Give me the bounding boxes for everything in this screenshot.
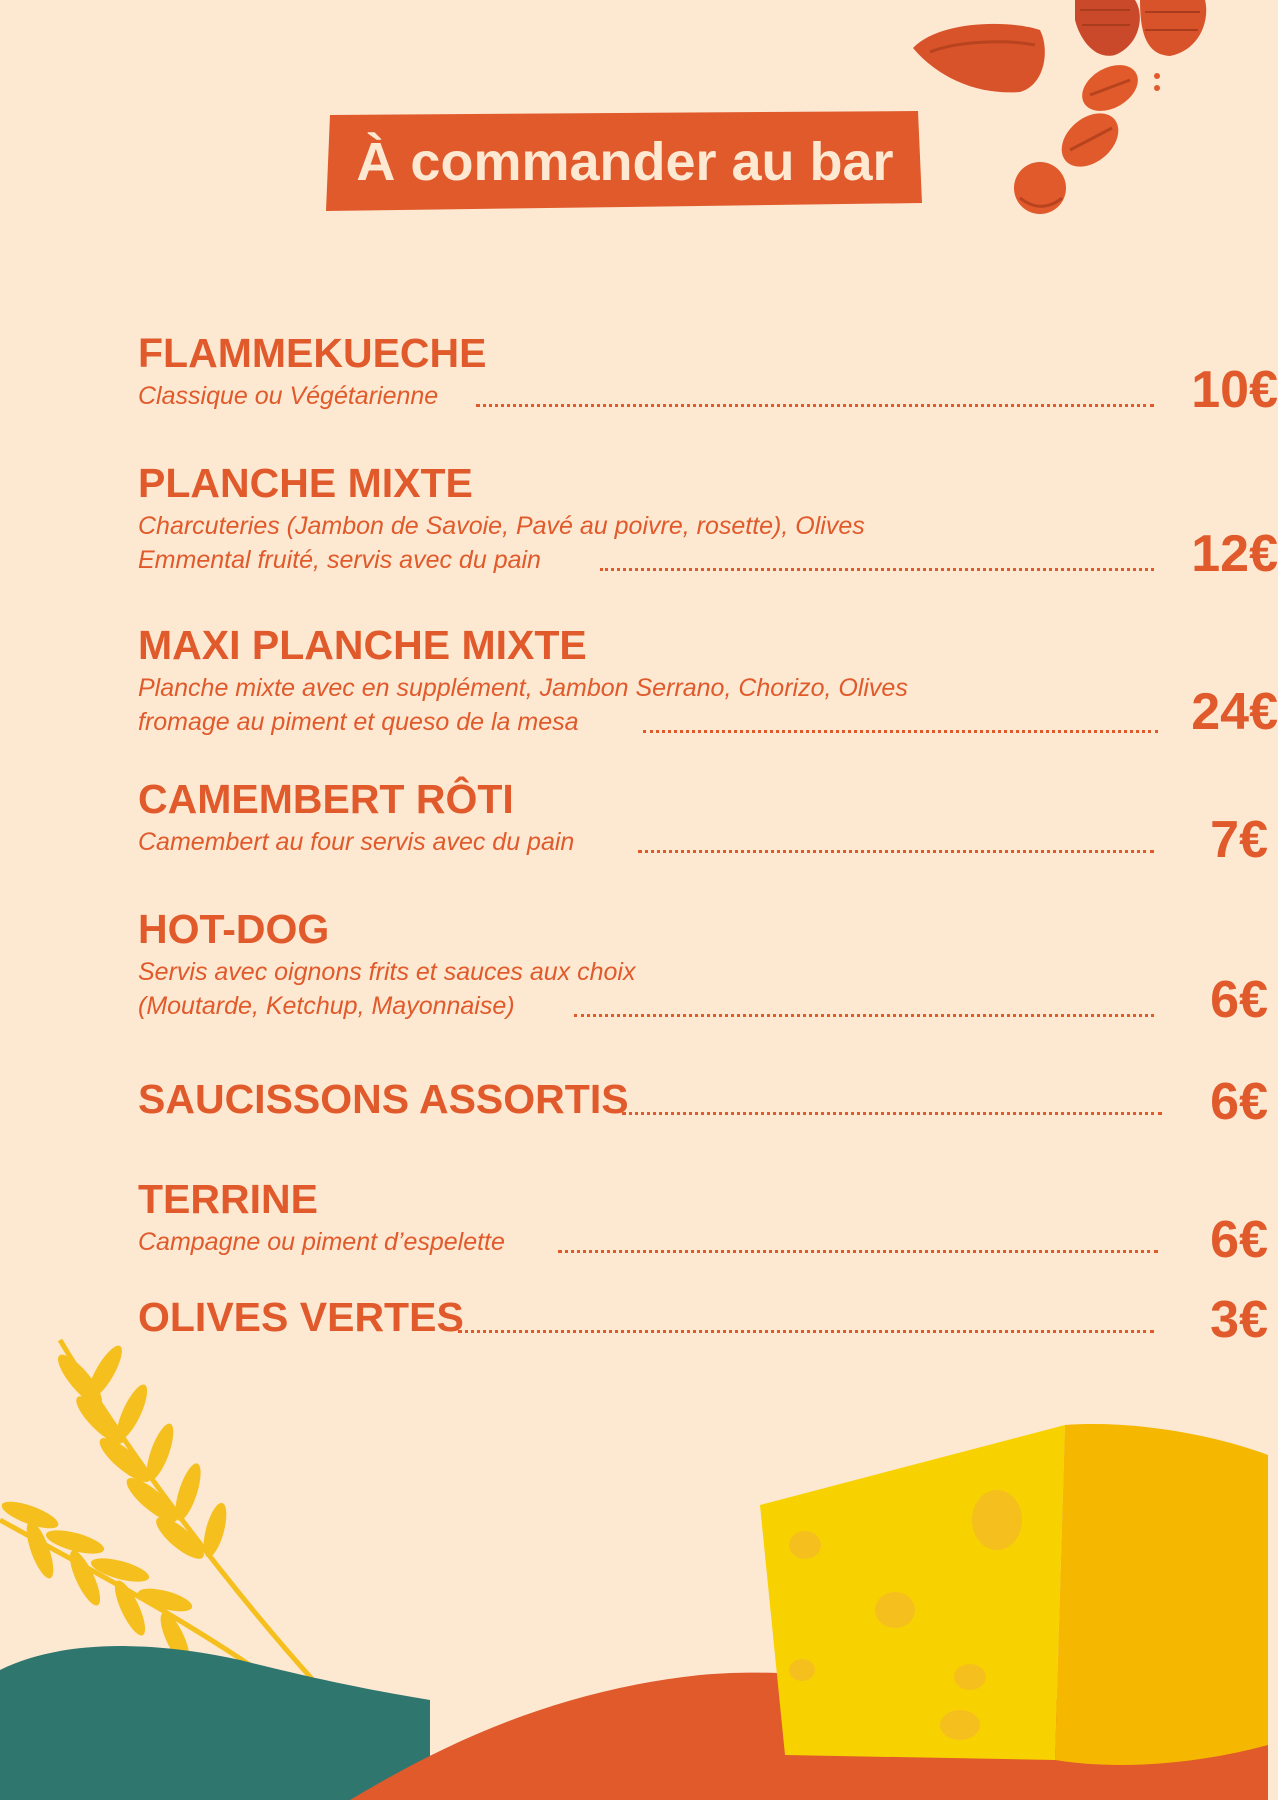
item-name: FLAMMEKUECHE xyxy=(138,330,487,376)
item-description: Charcuteries (Jambon de Savoie, Pavé au poivre, rosette), Olives xyxy=(138,512,865,540)
item-description: fromage au piment et queso de la mesa xyxy=(138,708,579,736)
item-price: 24€ xyxy=(1191,683,1278,741)
item-price: 7€ xyxy=(1210,811,1268,869)
item-name: MAXI PLANCHE MIXTE xyxy=(138,622,587,668)
item-description: Emmental fruité, servis avec du pain xyxy=(138,546,541,574)
item-price: 6€ xyxy=(1210,1211,1268,1269)
menu-item xyxy=(138,776,1268,869)
item-name: HOT-DOG xyxy=(138,906,330,952)
item-description: Servis avec oignons frits et sauces aux choix xyxy=(138,958,636,986)
item-price: 6€ xyxy=(1210,971,1268,1029)
nuts-icon xyxy=(900,0,1268,230)
item-description: Campagne ou piment d’espelette xyxy=(138,1228,505,1256)
item-price: 10€ xyxy=(1191,361,1278,419)
item-description: (Moutarde, Ketchup, Mayonnaise) xyxy=(138,992,515,1020)
item-price: 3€ xyxy=(1210,1291,1268,1349)
cheese-icon xyxy=(755,1425,1268,1770)
item-description: Camembert au four servis avec du pain xyxy=(138,828,575,856)
menu-item xyxy=(138,330,1278,420)
page-title: À commander au bar xyxy=(356,132,894,192)
menu-item xyxy=(138,1072,1268,1142)
title-banner xyxy=(326,111,924,213)
item-name: SAUCISSONS ASSORTIS xyxy=(138,1076,629,1122)
item-name: CAMEMBERT RÔTI xyxy=(138,776,514,822)
item-price: 12€ xyxy=(1191,525,1278,583)
menu-item xyxy=(138,622,1278,742)
item-description: Classique ou Végétarienne xyxy=(138,382,439,410)
menu-item xyxy=(138,460,1278,583)
item-name: PLANCHE MIXTE xyxy=(138,460,473,506)
item-description: Planche mixte avec en supplément, Jambon Serrano, Chorizo, Olives xyxy=(138,674,908,702)
menu-item xyxy=(138,906,1268,1029)
item-price: 6€ xyxy=(1210,1073,1268,1131)
item-name: TERRINE xyxy=(138,1176,318,1222)
item-name: OLIVES VERTES xyxy=(138,1294,464,1340)
menu-item xyxy=(138,1176,1268,1269)
